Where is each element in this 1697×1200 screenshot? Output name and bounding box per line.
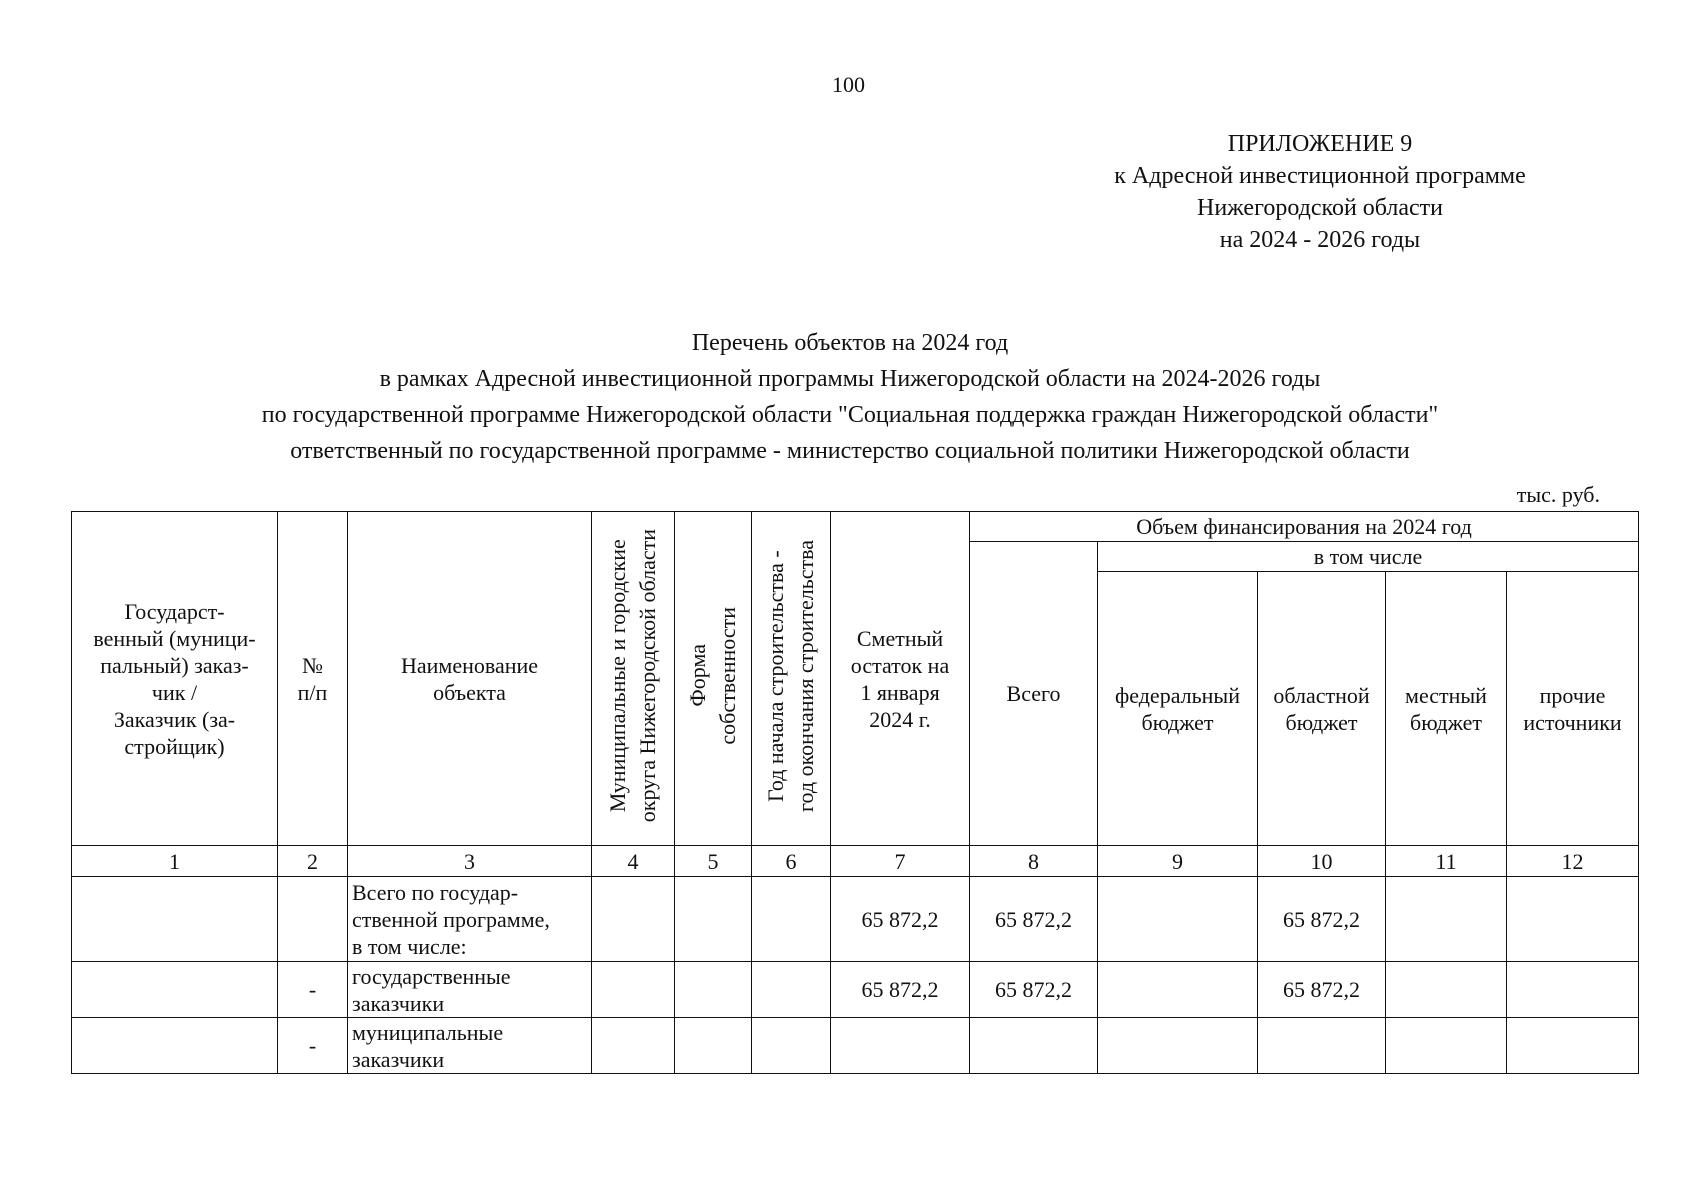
cell-regional (1258, 1018, 1386, 1074)
header-estimate-line: 2024 г. (869, 706, 931, 732)
header-customer-line: пальный) заказ- (100, 652, 249, 678)
appendix-title: ПРИЛОЖЕНИЕ 9 (1227, 131, 1413, 157)
column-number: 5 (675, 846, 752, 877)
cell-ownership (675, 877, 752, 962)
header-customer (72, 512, 278, 846)
title-line-4: ответственный по государственной программе - министерство социальной политики Нижегородской области (290, 438, 1410, 464)
cell-customer (72, 1018, 278, 1074)
header-federal-line: федеральный (1115, 682, 1240, 708)
header-years-line: год окончания строительства (793, 539, 818, 812)
cell-ownership (675, 962, 752, 1018)
header-regional-budget (1258, 572, 1386, 846)
header-total: Всего (970, 542, 1098, 846)
appendix-line-3: Нижегородской области (1196, 195, 1444, 221)
header-financing: Объем финансирования на 2024 год (970, 512, 1639, 542)
header-local-line: бюджет (1410, 709, 1482, 735)
cell-estimate: 65 872,2 (831, 877, 970, 962)
cell-other (1507, 962, 1639, 1018)
cell-local (1386, 877, 1507, 962)
header-customer-line: стройщик) (124, 733, 225, 759)
cell-regional: 65 872,2 (1258, 877, 1386, 962)
cell-other (1507, 1018, 1639, 1074)
header-regional-line: бюджет (1285, 709, 1358, 735)
cell-estimate (831, 1018, 970, 1074)
cell-total (970, 1018, 1098, 1074)
cell-years (752, 877, 831, 962)
cell-regional: 65 872,2 (1258, 962, 1386, 1018)
cell-estimate: 65 872,2 (831, 962, 970, 1018)
header-federal-budget (1098, 572, 1258, 846)
units-label: тыс. руб. (1516, 482, 1600, 507)
header-municipal-line: округа Нижегородской области (635, 528, 660, 823)
header-number-line: № (302, 652, 323, 678)
cell-years (752, 1018, 831, 1074)
header-construction-years (752, 512, 831, 846)
cell-ownership (675, 1018, 752, 1074)
header-estimate-line: остаток на (850, 652, 950, 678)
cell-number: - (278, 1018, 348, 1074)
column-number: 11 (1386, 846, 1507, 877)
cell-object-name-line: заказчики (352, 990, 445, 1016)
cell-object-name-line: ственной программе, (352, 906, 550, 932)
appendix-line-2: к Адресной инвестиционной программе (1114, 163, 1526, 189)
table-row (72, 1018, 1639, 1074)
page-number: 100 (832, 72, 865, 97)
table-row (72, 962, 1639, 1018)
header-customer-line: Заказчик (за- (113, 706, 236, 732)
cell-object-name (348, 962, 592, 1018)
appendix-header (1060, 128, 1580, 256)
cell-local (1386, 962, 1507, 1018)
cell-federal (1098, 1018, 1258, 1074)
header-municipal-vertical (603, 529, 663, 822)
objects-table (71, 511, 1639, 1074)
header-estimate-balance (831, 512, 970, 846)
appendix-line-4: на 2024 - 2026 годы (1219, 227, 1421, 253)
cell-object-name-line: Всего по государ- (352, 879, 519, 905)
cell-federal (1098, 962, 1258, 1018)
cell-municipal (592, 962, 675, 1018)
column-number: 4 (592, 846, 675, 877)
cell-local (1386, 1018, 1507, 1074)
cell-customer (72, 962, 278, 1018)
header-years-line: Год начала строительства - (763, 549, 788, 802)
title-line-2: в рамках Адресной инвестиционной программы Нижегородской области на 2024-2026 годы (379, 366, 1321, 392)
header-ownership-line: собственности (715, 606, 740, 745)
cell-other (1507, 877, 1639, 962)
header-regional-line: областной (1273, 682, 1370, 708)
document-title (60, 325, 1640, 469)
cell-object-name-line: государственные (352, 963, 511, 989)
column-number: 6 (752, 846, 831, 877)
column-numbers-row (72, 846, 1639, 877)
cell-object-name (348, 877, 592, 962)
cell-number (278, 877, 348, 962)
column-number: 8 (970, 846, 1098, 877)
title-line-1: Перечень объектов на 2024 год (691, 330, 1009, 356)
cell-municipal (592, 1018, 675, 1074)
header-municipal-districts (592, 512, 675, 846)
header-municipal-line: Муниципальные и городские (605, 539, 630, 812)
header-estimate-line: 1 января (860, 679, 940, 705)
column-number: 10 (1258, 846, 1386, 877)
header-including: в том числе (1098, 542, 1639, 572)
header-ownership-line: Форма (685, 644, 710, 707)
header-years-vertical (761, 540, 821, 812)
cell-federal (1098, 877, 1258, 962)
cell-object-name-line: муниципальные (352, 1019, 504, 1045)
cell-years (752, 962, 831, 1018)
header-other-line: источники (1523, 709, 1622, 735)
header-local-budget (1386, 572, 1507, 846)
cell-municipal (592, 877, 675, 962)
header-row-1 (72, 512, 1639, 542)
header-federal-line: бюджет (1141, 709, 1214, 735)
header-other-line: прочие (1539, 682, 1606, 708)
header-number (278, 512, 348, 846)
header-customer-line: венный (муници- (93, 625, 256, 651)
cell-object-name-line: заказчики (352, 1046, 445, 1072)
header-object-name (348, 512, 592, 846)
cell-total: 65 872,2 (970, 962, 1098, 1018)
column-number: 1 (72, 846, 278, 877)
header-estimate-line: Сметный (856, 625, 944, 651)
header-other-sources (1507, 572, 1639, 846)
cell-total: 65 872,2 (970, 877, 1098, 962)
cell-number: - (278, 962, 348, 1018)
title-line-3: по государственной программе Нижегородской области "Социальная поддержка граждан Нижегородской области" (261, 402, 1439, 428)
table-row (72, 877, 1639, 962)
column-number: 7 (831, 846, 970, 877)
column-number: 12 (1507, 846, 1639, 877)
header-number-line: п/п (297, 679, 328, 705)
header-object-name-line: Наименование (400, 652, 539, 678)
header-customer-line: чик / (151, 679, 198, 705)
header-object-name-line: объекта (433, 679, 506, 705)
cell-object-name-line: в том числе: (352, 933, 467, 959)
column-number: 9 (1098, 846, 1258, 877)
header-customer-line: Государст- (124, 598, 225, 624)
header-local-line: местный (1405, 682, 1487, 708)
cell-object-name (348, 1018, 592, 1074)
header-ownership-form (675, 512, 752, 846)
cell-customer (72, 877, 278, 962)
header-ownership-vertical (683, 607, 743, 745)
column-number: 3 (348, 846, 592, 877)
column-number: 2 (278, 846, 348, 877)
